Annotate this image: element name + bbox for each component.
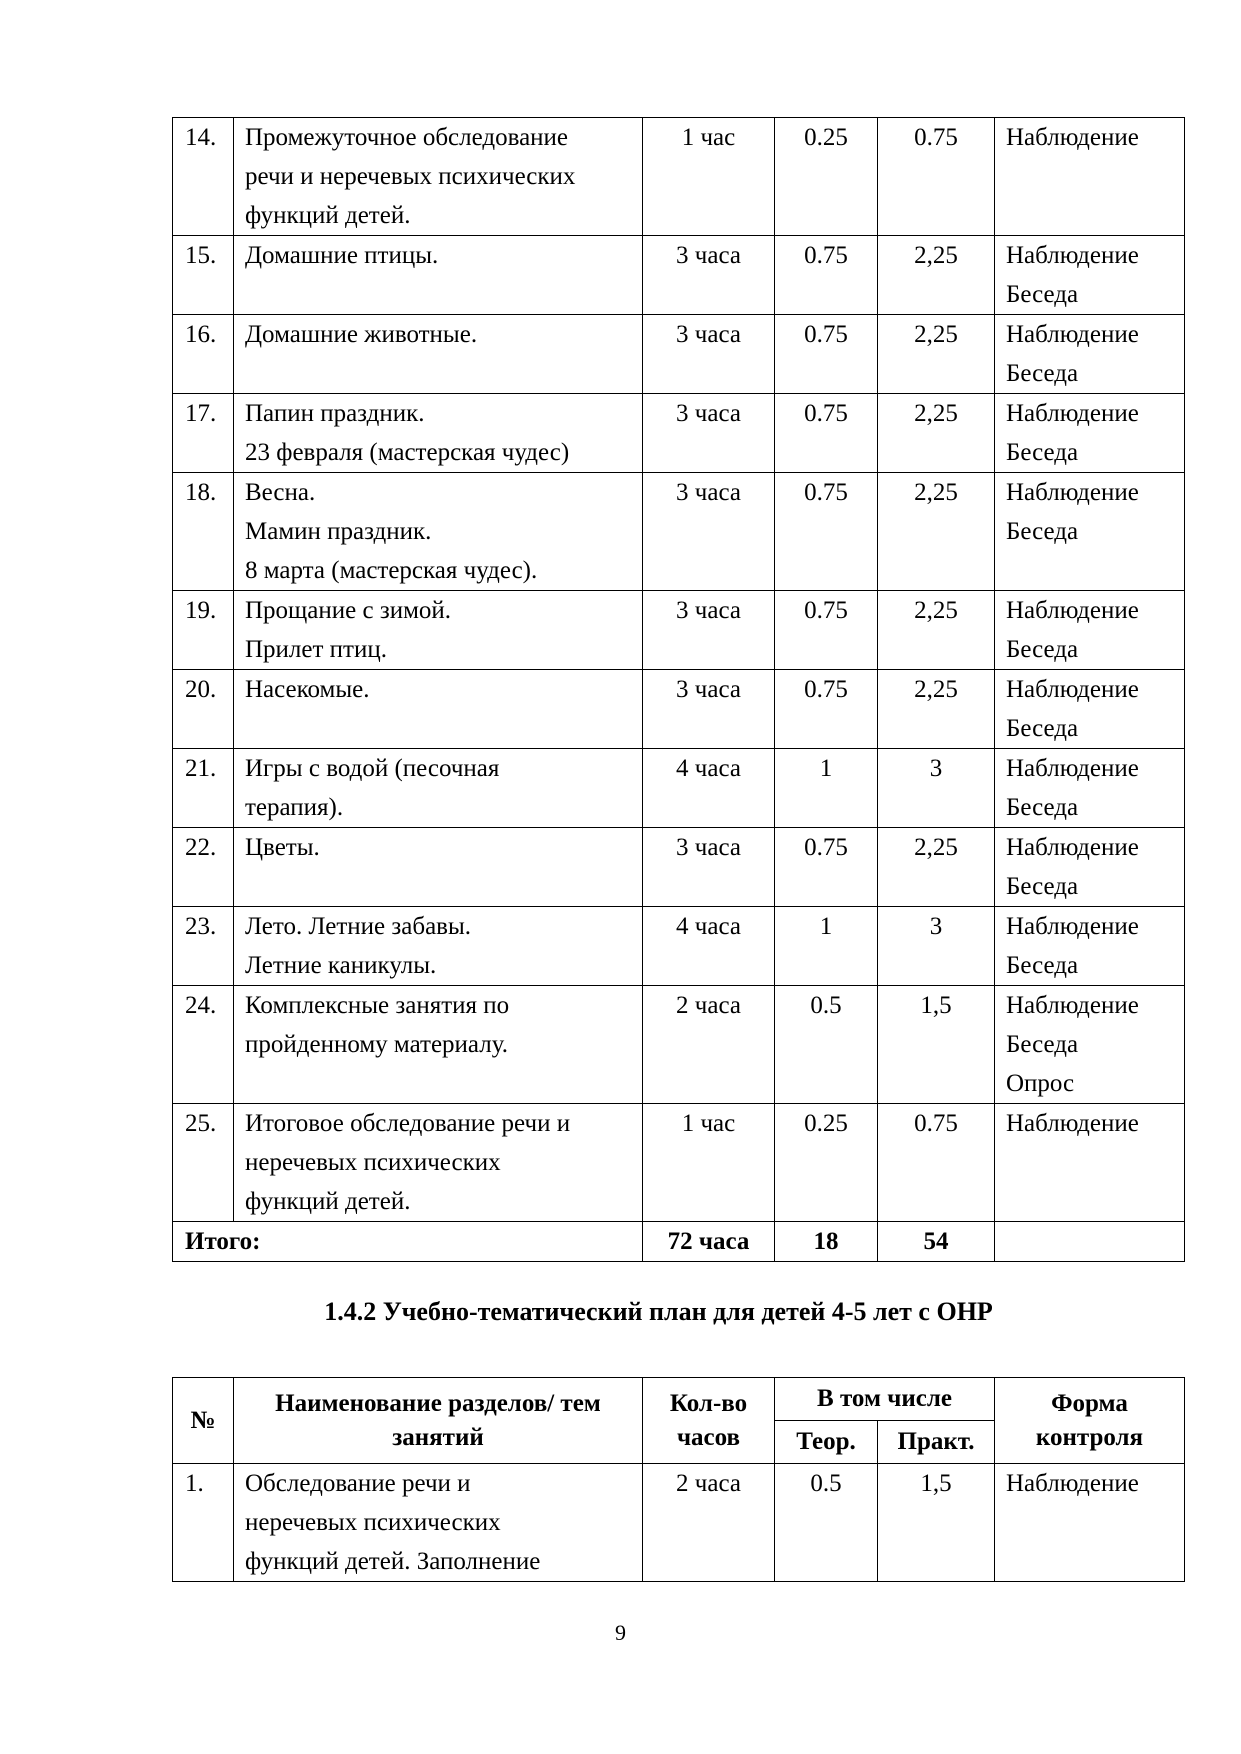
- header-prakt: Практ.: [878, 1421, 995, 1464]
- control-form: [995, 118, 1185, 236]
- practice-cell: 2,25: [878, 473, 995, 591]
- control-form: [995, 473, 1185, 591]
- control-form: [995, 315, 1185, 394]
- control-form-line: Опрос: [1006, 1070, 1075, 1097]
- row-number: 1.: [173, 1464, 234, 1582]
- row-number: 19.: [173, 591, 234, 670]
- table-row: [173, 236, 1185, 315]
- row-number: 16.: [173, 315, 234, 394]
- practice-cell: 2,25: [878, 828, 995, 907]
- topic-name: [234, 1104, 643, 1222]
- table-row: [173, 473, 1185, 591]
- theory-cell: 1: [775, 749, 878, 828]
- topic-name-line: Игры с водой (песочная: [245, 755, 500, 782]
- header-incl: В том числе: [775, 1378, 995, 1421]
- control-form: [995, 749, 1185, 828]
- control-form-line: Беседа: [1006, 794, 1079, 821]
- hours-cell: 4 часа: [643, 749, 775, 828]
- topic-name-line: Весна.: [245, 479, 316, 506]
- table-row: [173, 315, 1185, 394]
- control-form: [995, 1464, 1185, 1582]
- table-row: [173, 986, 1185, 1104]
- topic-name-line: Домашние птицы.: [245, 242, 439, 269]
- control-form-line: Беседа: [1006, 518, 1079, 545]
- control-form: [995, 670, 1185, 749]
- control-form-line: Наблюдение: [1006, 834, 1139, 861]
- row-number: 18.: [173, 473, 234, 591]
- total-row: [173, 1222, 1185, 1262]
- topic-name-line: неречевых психических: [245, 1509, 501, 1536]
- practice-cell: 2,25: [878, 394, 995, 473]
- control-form-line: Наблюдение: [1006, 992, 1139, 1019]
- topic-name-line: функций детей.: [245, 202, 411, 229]
- hours-cell: 1 час: [643, 1104, 775, 1222]
- control-form-line: Наблюдение: [1006, 597, 1139, 624]
- control-form-line: Наблюдение: [1006, 1470, 1139, 1497]
- header-row-1: [173, 1378, 1185, 1421]
- total-form: [995, 1222, 1185, 1262]
- topic-name: [234, 394, 643, 473]
- header-form: Форма контроля: [995, 1378, 1185, 1464]
- hours-cell: 3 часа: [643, 591, 775, 670]
- control-form-line: Наблюдение: [1006, 479, 1139, 506]
- topic-name-line: 8 марта (мастерская чудес).: [245, 557, 538, 584]
- topic-name-line: Прощание с зимой.: [245, 597, 452, 624]
- topic-name-line: функций детей. Заполнение: [245, 1548, 541, 1575]
- table-row: [173, 670, 1185, 749]
- control-form-line: Наблюдение: [1006, 913, 1139, 940]
- table-row: [173, 591, 1185, 670]
- control-form: [995, 907, 1185, 986]
- topic-name: [234, 315, 643, 394]
- control-form: [995, 394, 1185, 473]
- topic-name: [234, 986, 643, 1104]
- header-hours: Кол-во часов: [643, 1378, 775, 1464]
- hours-cell: 3 часа: [643, 670, 775, 749]
- table-row: [173, 1464, 1185, 1582]
- topic-name: [234, 118, 643, 236]
- theory-cell: 0.75: [775, 591, 878, 670]
- topic-name-line: Лето. Летние забавы.: [245, 913, 472, 940]
- header-name: Наименование разделов/ тем занятий: [234, 1378, 643, 1464]
- theory-cell: 0.75: [775, 315, 878, 394]
- control-form-line: Беседа: [1006, 952, 1079, 979]
- table-row: [173, 118, 1185, 236]
- control-form: [995, 591, 1185, 670]
- control-form-line: Наблюдение: [1006, 755, 1139, 782]
- row-number: 14.: [173, 118, 234, 236]
- hours-cell: 4 часа: [643, 907, 775, 986]
- theory-cell: 0.75: [775, 828, 878, 907]
- control-form-line: Наблюдение: [1006, 1110, 1139, 1137]
- topic-name-line: 23 февраля (мастерская чудес): [245, 439, 570, 466]
- table-row: [173, 1104, 1185, 1222]
- total-prakt: 54: [878, 1222, 995, 1262]
- control-form-line: Беседа: [1006, 1031, 1079, 1058]
- row-number: 22.: [173, 828, 234, 907]
- practice-cell: 0.75: [878, 1104, 995, 1222]
- header-teor: Теор.: [775, 1421, 878, 1464]
- control-form-line: Наблюдение: [1006, 242, 1139, 269]
- practice-cell: 3: [878, 749, 995, 828]
- plan-table-4-5: [172, 1377, 1185, 1582]
- row-number: 20.: [173, 670, 234, 749]
- practice-cell: 1,5: [878, 1464, 995, 1582]
- topic-name-line: пройденному материалу.: [245, 1031, 508, 1058]
- page-number: 9: [615, 1620, 626, 1645]
- theory-cell: 0.75: [775, 236, 878, 315]
- topic-name-line: Промежуточное обследование: [245, 124, 569, 151]
- hours-cell: 2 часа: [643, 986, 775, 1104]
- control-form-line: Беседа: [1006, 715, 1079, 742]
- topic-name-line: терапия).: [245, 794, 344, 821]
- topic-name-line: неречевых психических: [245, 1149, 501, 1176]
- control-form-line: Беседа: [1006, 281, 1079, 308]
- topic-name-line: Летние каникулы.: [245, 952, 437, 979]
- theory-cell: 0.5: [775, 986, 878, 1104]
- row-number: 23.: [173, 907, 234, 986]
- topic-name: [234, 907, 643, 986]
- topic-name-line: функций детей.: [245, 1188, 411, 1215]
- practice-cell: 0.75: [878, 118, 995, 236]
- topic-name-line: Прилет птиц.: [245, 636, 387, 663]
- control-form-line: Наблюдение: [1006, 321, 1139, 348]
- control-form: [995, 236, 1185, 315]
- control-form: [995, 986, 1185, 1104]
- control-form-line: Наблюдение: [1006, 400, 1139, 427]
- section-heading: 1.4.2 Учебно-тематический план для детей 4-5 лет с ОНР: [324, 1297, 993, 1326]
- header-num: №: [173, 1378, 234, 1464]
- practice-cell: 2,25: [878, 670, 995, 749]
- total-label: Итого:: [173, 1222, 643, 1262]
- topic-name: [234, 1464, 643, 1582]
- hours-cell: 1 час: [643, 118, 775, 236]
- hours-cell: 3 часа: [643, 236, 775, 315]
- table-row: [173, 394, 1185, 473]
- hours-cell: 3 часа: [643, 828, 775, 907]
- control-form-line: Беседа: [1006, 360, 1079, 387]
- topic-name-line: Домашние животные.: [245, 321, 478, 348]
- theory-cell: 1: [775, 907, 878, 986]
- practice-cell: 3: [878, 907, 995, 986]
- topic-name-line: речи и неречевых психических: [245, 163, 576, 190]
- theory-cell: 0.5: [775, 1464, 878, 1582]
- row-number: 15.: [173, 236, 234, 315]
- hours-cell: 3 часа: [643, 473, 775, 591]
- hours-cell: 3 часа: [643, 394, 775, 473]
- topic-name-line: Комплексные занятия по: [245, 992, 510, 1019]
- table-row: [173, 907, 1185, 986]
- control-form: [995, 1104, 1185, 1222]
- row-number: 17.: [173, 394, 234, 473]
- topic-name: [234, 236, 643, 315]
- hours-cell: 3 часа: [643, 315, 775, 394]
- table-row: [173, 828, 1185, 907]
- practice-cell: 2,25: [878, 591, 995, 670]
- theory-cell: 0.75: [775, 473, 878, 591]
- topic-name-line: Папин праздник.: [245, 400, 425, 427]
- control-form-line: Беседа: [1006, 439, 1079, 466]
- total-teor: 18: [775, 1222, 878, 1262]
- row-number: 21.: [173, 749, 234, 828]
- topic-name-line: Насекомые.: [245, 676, 370, 703]
- topic-name: [234, 749, 643, 828]
- plan-table-body: [173, 118, 1185, 1222]
- topic-name: [234, 591, 643, 670]
- control-form-line: Наблюдение: [1006, 124, 1139, 151]
- plan-table-continued: [172, 117, 1185, 1262]
- topic-name: [234, 670, 643, 749]
- topic-name-line: Обследование речи и: [245, 1470, 471, 1497]
- theory-cell: 0.75: [775, 670, 878, 749]
- topic-name-line: Итоговое обследование речи и: [245, 1110, 571, 1137]
- row-number: 25.: [173, 1104, 234, 1222]
- topic-name: [234, 828, 643, 907]
- total-hours: 72 часа: [643, 1222, 775, 1262]
- control-form-line: Беседа: [1006, 636, 1079, 663]
- topic-name-line: Цветы.: [245, 834, 320, 861]
- theory-cell: 0.25: [775, 118, 878, 236]
- topic-name-line: Мамин праздник.: [245, 518, 432, 545]
- practice-cell: 2,25: [878, 315, 995, 394]
- practice-cell: 1,5: [878, 986, 995, 1104]
- practice-cell: 2,25: [878, 236, 995, 315]
- plan-table-4-5-body: [173, 1464, 1185, 1582]
- theory-cell: 0.25: [775, 1104, 878, 1222]
- control-form-line: Наблюдение: [1006, 676, 1139, 703]
- row-number: 24.: [173, 986, 234, 1104]
- theory-cell: 0.75: [775, 394, 878, 473]
- control-form: [995, 828, 1185, 907]
- table-row: [173, 749, 1185, 828]
- control-form-line: Беседа: [1006, 873, 1079, 900]
- topic-name: [234, 473, 643, 591]
- hours-cell: 2 часа: [643, 1464, 775, 1582]
